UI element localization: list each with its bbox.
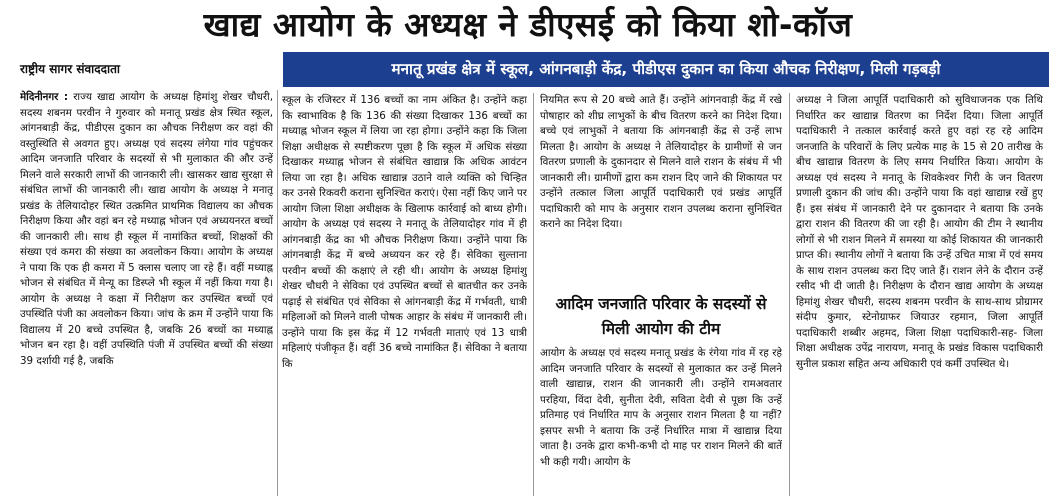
article-column-2	[282, 93, 527, 496]
column-3-text-top: नियमित रूप से 20 बच्चे आते हैं। उन्होंने आंगनवाड़ी केंद्र में रखे पोषाहार को शीघ्र लाभुकों के बीच वितरण करने का निदेश दिया। बच्चे एवं लाभुकों ने बताया कि आंगनबाड़ी केंद्र से उन्हें लाभ मिलता है। आयोग के अध्यक्ष ने तेलियादोहर के ग्रामीणों से जन वितरण प्रणाली के दुकानदार से मिलने वाले राशन के संबंध में भी जानकारी ली। ग्रामीणों द्वारा कम राशन दिए जाने की शिकायत पर उन्होंने तत्काल जिला आपूर्ति पदाधिकारी एवं प्रखंड आपूर्ति पदाधिकारी को माप के अनुसार राशन उपलब्ध कराना सुनिश्चित कराने का निदेश दिया।	[540, 94, 782, 230]
headline: खाद्य आयोग के अध्यक्ष ने डीएसई को किया शो-कॉज	[203, 5, 853, 44]
article-column-1	[20, 90, 273, 496]
article-column-4	[796, 93, 1043, 496]
column-4-text: अध्यक्ष ने जिला आपूर्ति पदाधिकारी को सुविधाजनक एक तिथि निर्धारित कर खाद्यान्न वितरण का निर्देश दिया। जिला आपूर्ति पदाधिकारी ने तत्काल कार्रवाई करते हुए वहां रह रहे आदिम जनजाति के परिवारों के लिए प्रत्येक माह के 15 से 20 तारीख के बीच खाद्यान्न वितरण के लिए समय निर्धारित किया। आयोग के अध्यक्ष एवं सदस्य ने मनातू के शिवकेश्वर गिरी के जन वितरण प्रणाली दुकान की जांच की। उन्होंने पाया कि वहां खाद्यान्न रखें हुए हैं। इस संबंध में जानकारी देने पर दुकानदार ने बताया कि उनके द्वारा राशन की वितरण की जा रही है। आयोग की टीम ने स्थानीय लोगों से भी राशन मिलने में समस्या या कोई शिकायत की जानकारी प्राप्त की। स्थानीय लोगों ने बताया कि उन्हें उचित मात्रा में एवं समय के साथ राशन उपलब्ध करा दिए जाते हैं। राशन लेने के दौरान उन्हें रसीद भी दी जाती है। निरीक्षण के दौरान खाद्य आयोग के अध्यक्ष हिमांशु शेखर चौधरी, सदस्य शबनम परवीन के साथ-साथ प्रोग्रामर संदीप कुमार, स्टेनोग्राफर जियाउर रहमान, जिला आपूर्ति पदाधिकारी शब्बीर अहमद, जिला शिक्षा पदाधिकारी-सह- जिला शिक्षा अधीक्षक उपेंद्र नारायण, मनातू के प्रखंड विकास पदाधिकारी सुनील प्रकाश सहित अन्य अधिकारी एवं कर्मी उपस्थित थे।	[796, 94, 1043, 370]
column-divider	[789, 93, 790, 496]
byline: राष्ट्रीय सागर संवाददाता	[20, 62, 121, 76]
section-subheading: आदिम जनजाति परिवार के सदस्यों से मिली आयोग की टीम	[555, 295, 767, 338]
column-divider	[533, 93, 534, 496]
column-3-text-bottom: आयोग के अध्यक्ष एवं सदस्य मनातू प्रखंड के रंगेया गांव में रह रहे आदिम जनजाति परिवार के सदस्यों से मुलाकात कर उन्हें मिलने वाली खाद्यान्न, राशन की जानकारी ली। उन्होंने रामअवतार परहिया, विंदा देवी, सुनीता देवी, सविता देवी से पूछा कि उन्हें प्रतिमाह एवं निर्धारित माप के अनुसार राशन मिलता है या नहीं? इसपर सभी ने बताया कि उन्हें निर्धारित मात्रा में खाद्यान्न दिया जाता है। उनके द्वारा कभी-कभी दो माह पर राशन मिलने की बातें भी कही गयी। आयोग के	[540, 347, 782, 468]
column-1-text: राज्य खाद्य आयोग के अध्यक्ष हिमांशु शेखर चौधरी, सदस्य शबनम परवीन ने गुरुवार को मनातू प्रखंड क्षेत्र स्थित स्कूल, आंगनबाड़ी केंद्र, पीडीएस दुकान का औचक निरीक्षण कर वहां की वस्तुस्थिति से अवगत हुए। अध्यक्ष एवं सदस्य लंगेया गांव पहुंचकर आदिम जनजाति परिवार के सदस्यों से भी मुलाकात की और उन्हें मिलने वाले सरकारी लाभों की जानकारी ली। खासकर खाद्य सुरक्षा से संबंधित लाभों की जानकारी ली। खाद्य आयोग के अध्यक्ष ने मनातू प्रखंड के तेलियादोहर स्थित उत्क्रमित प्राथमिक विद्यालय का औचक निरीक्षण किया और वहां बन रहे मध्याह्न भोजन एवं अध्ययनरत बच्चों की जानकारी ली। साथ ही स्कूल में नामांकित बच्चों, शिक्षकों की संख्या एवं कमरा की संख्या का अवलोकन किया। आयोग के अध्यक्ष ने पाया कि एक ही कमरा में 5 क्लास चलाए जा रहे हैं। वहीं मध्याह्न भोजन से संबंधित में मेन्यू का डिस्प्ले भी स्कूल में नहीं किया गया है। आयोग के अध्यक्ष ने कक्षा में निरीक्षण कर उपस्थित बच्चों एवं उपस्थिति पंजी का अवलोकन किया। जांच के क्रम में उन्होंने पाया कि विद्यालय में 20 बच्चे उपस्थित है, जबकि 26 बच्चों का मध्याह्न भोजन बन रहा है। वहीं उपस्थिति पंजी में उपस्थित बच्चों की संख्या 39 दर्शायी गई है, जबकि	[20, 91, 273, 367]
column-2-text: स्कूल के रजिस्टर में 136 बच्चों का नाम अंकित है। उन्होंने कहा कि स्वाभाविक है कि 136 की संख्या दिखाकर 136 बच्चों का मध्याह्न भोजन स्कूल में लिया जा रहा होगा। उन्होंने कहा कि जिला शिक्षा अधीक्षक से स्पष्टीकरण पूछा है कि स्कूल में अधिक संख्या दिखाकर मध्याह्न भोजन से संबंधित खाद्यान्न कि अधिक आवंटन लिया जा रहा है। अधिक खाद्यान्न उठाने वाले व्यक्ति को चिन्हित कर उनसे रिकवरी कराना सुनिश्चित कराएं। ऐसा नहीं किए जाने पर आयोग जिला शिक्षा अधीक्षक के खिलाफ कार्रवाई को बाध्य होगी। आयोग के अध्यक्ष एवं सदस्य ने मनातू के तेलियादोहर गांव में ही आंगनबाड़ी केंद्र का भी औचक निरीक्षण किया। उन्होंने पाया कि आंगनबाड़ी केंद्र में बच्चे अध्ययन कर रहे हैं। सेविका सुल्ताना परवीन बच्चों की कक्षाएं ले रही थी। आयोग के अध्यक्ष हिमांशु शेखर चौधरी ने सेविका एवं उपस्थित बच्चों से बातचीत कर उनके पढ़ाई से संबंधित एवं सेविका से आंगनबाड़ी केंद्र में गर्भवती, धात्री महिलाओं को मिलने वाली पोषक आहार के संबंध में जानकारी ली। उन्होंने पाया कि इस केंद्र में 12 गर्भवती माताएं एवं 13 धात्री महिलाएं पंजीकृत हैं। वहीं 36 बच्चे नामांकित हैं। सेविका ने बताया कि	[282, 94, 527, 370]
article-column-3-top	[540, 93, 782, 289]
column-divider	[277, 90, 278, 496]
article-column-3-bottom	[540, 346, 782, 496]
dateline: मेदिनीनगर :	[20, 91, 69, 103]
subheadline-banner: मनातू प्रखंड क्षेत्र में स्कूल, आंगनबाड़ी केंद्र, पीडीएस दुकान का किया औचक निरीक्षण, मिली गड़बड़ी	[283, 52, 1049, 87]
